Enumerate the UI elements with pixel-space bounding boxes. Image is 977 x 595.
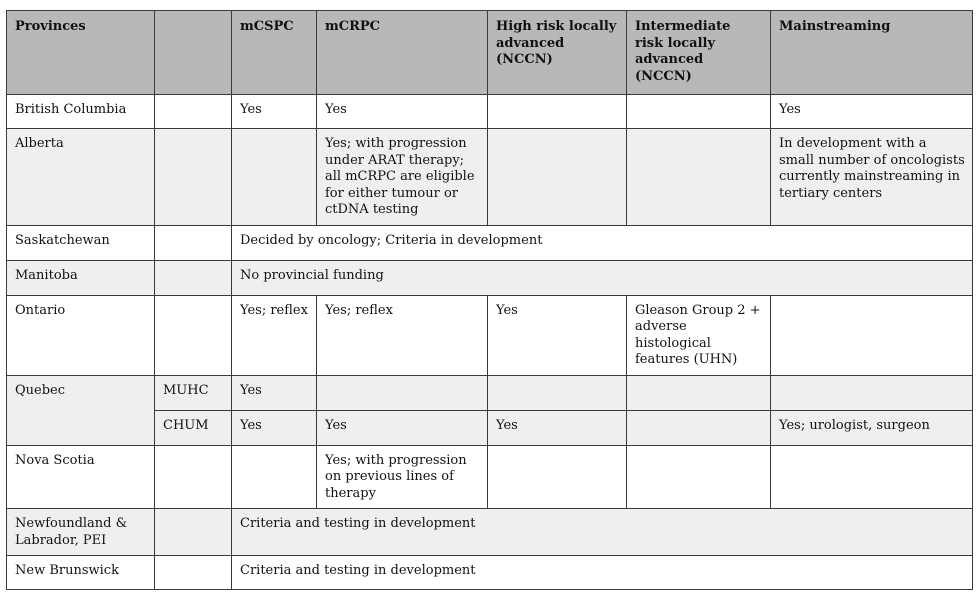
mcrpc-cell: Yes; reflex bbox=[317, 295, 488, 375]
table-row bbox=[7, 95, 973, 129]
province-cell: Ontario bbox=[7, 295, 155, 375]
high-risk-cell: Yes bbox=[488, 410, 627, 445]
province-cell: Alberta bbox=[7, 129, 155, 226]
table-row bbox=[7, 445, 973, 509]
mcspc-cell: Yes bbox=[232, 95, 317, 129]
sub-cell bbox=[155, 295, 232, 375]
intermediate-risk-cell bbox=[627, 410, 771, 445]
table-row bbox=[7, 509, 973, 556]
sub-cell bbox=[155, 129, 232, 226]
province-cell: Nova Scotia bbox=[7, 445, 155, 509]
mcspc-cell bbox=[232, 129, 317, 226]
intermediate-risk-cell bbox=[627, 375, 771, 410]
table-row bbox=[7, 260, 973, 295]
table-row bbox=[7, 225, 973, 260]
high-risk-cell bbox=[488, 445, 627, 509]
table-row bbox=[7, 129, 973, 226]
high-risk-cell bbox=[488, 95, 627, 129]
mcspc-cell: Yes bbox=[232, 375, 317, 410]
intermediate-risk-cell bbox=[627, 445, 771, 509]
intermediate-risk-cell: Gleason Group 2 + adverse histological features (UHN) bbox=[627, 295, 771, 375]
sub-cell bbox=[155, 225, 232, 260]
province-cell: Newfoundland & Labrador, PEI bbox=[7, 509, 155, 556]
mcrpc-cell: Yes; with progression under ARAT therapy; all mCRPC are eligible for either tumour or ctDNA testing bbox=[317, 129, 488, 226]
intermediate-risk-cell bbox=[627, 129, 771, 226]
intermediate-risk-cell bbox=[627, 95, 771, 129]
sub-cell bbox=[155, 260, 232, 295]
high-risk-cell bbox=[488, 129, 627, 226]
mcspc-cell bbox=[232, 445, 317, 509]
high-risk-cell bbox=[488, 375, 627, 410]
sub-cell bbox=[155, 556, 232, 590]
mainstreaming-cell bbox=[771, 445, 973, 509]
province-cell: British Columbia bbox=[7, 95, 155, 129]
table-row bbox=[7, 375, 973, 410]
province-cell: New Brunswick bbox=[7, 556, 155, 590]
header-row bbox=[7, 11, 973, 95]
provincial-testing-table bbox=[6, 10, 973, 590]
mcrpc-cell: Yes; with progression on previous lines of therapy bbox=[317, 445, 488, 509]
table-row bbox=[7, 295, 973, 375]
sub-cell: CHUM bbox=[155, 410, 232, 445]
mainstreaming-cell: Yes; urologist, surgeon bbox=[771, 410, 973, 445]
merged-status-cell: Criteria and testing in development bbox=[232, 556, 973, 590]
province-cell: Saskatchewan bbox=[7, 225, 155, 260]
header-mainstreaming: Mainstreaming bbox=[771, 11, 973, 95]
province-cell: Quebec bbox=[7, 375, 155, 445]
sub-cell bbox=[155, 509, 232, 556]
sub-cell bbox=[155, 445, 232, 509]
header-mcspc: mCSPC bbox=[232, 11, 317, 95]
merged-status-cell: No provincial funding bbox=[232, 260, 973, 295]
header-intermediate-risk: Intermediate risk locally advanced (NCCN) bbox=[627, 11, 771, 95]
mainstreaming-cell bbox=[771, 295, 973, 375]
mainstreaming-cell: Yes bbox=[771, 95, 973, 129]
header-mcrpc: mCRPC bbox=[317, 11, 488, 95]
province-cell: Manitoba bbox=[7, 260, 155, 295]
header-sub bbox=[155, 11, 232, 95]
mainstreaming-cell bbox=[771, 375, 973, 410]
high-risk-cell: Yes bbox=[488, 295, 627, 375]
table-row bbox=[7, 556, 973, 590]
header-provinces: Provinces bbox=[7, 11, 155, 95]
sub-cell: MUHC bbox=[155, 375, 232, 410]
mcrpc-cell: Yes bbox=[317, 95, 488, 129]
mcspc-cell: Yes; reflex bbox=[232, 295, 317, 375]
header-high-risk: High risk locally advanced (NCCN) bbox=[488, 11, 627, 95]
sub-cell bbox=[155, 95, 232, 129]
mcrpc-cell: Yes bbox=[317, 410, 488, 445]
merged-status-cell: Criteria and testing in development bbox=[232, 509, 973, 556]
mcspc-cell: Yes bbox=[232, 410, 317, 445]
mainstreaming-cell: In development with a small number of oncologists currently mainstreaming in tertiary centers bbox=[771, 129, 973, 226]
mcrpc-cell bbox=[317, 375, 488, 410]
merged-status-cell: Decided by oncology; Criteria in development bbox=[232, 225, 973, 260]
